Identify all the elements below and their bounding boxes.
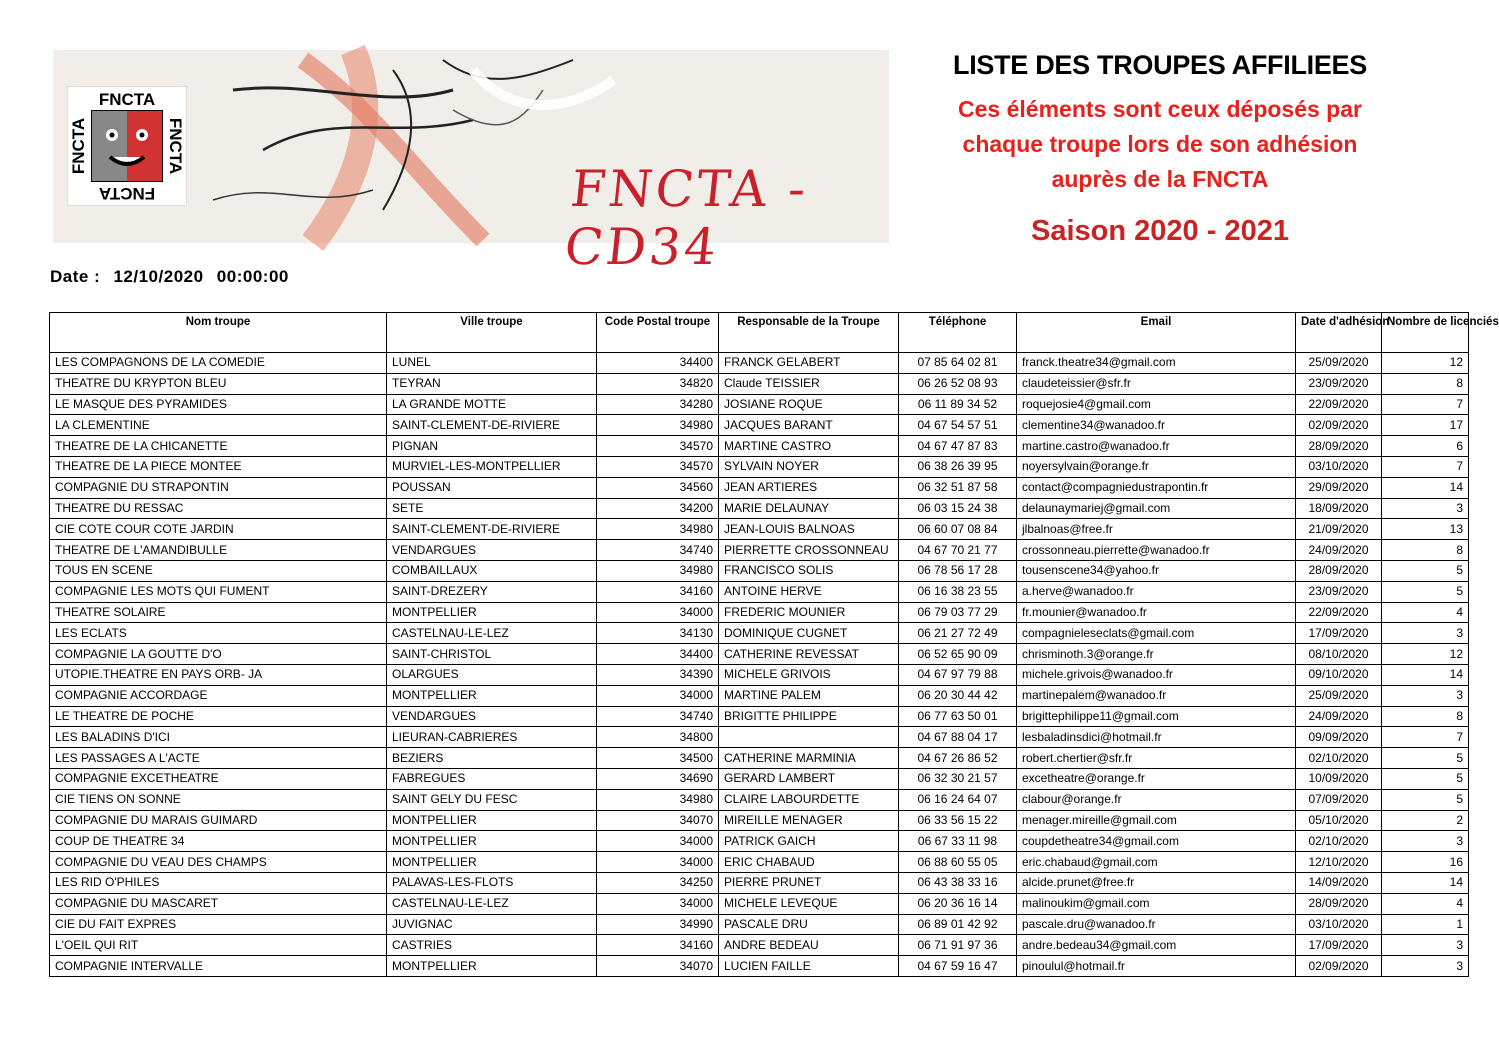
manager-name-cell: CLAIRE LABOURDETTE — [719, 789, 899, 810]
email-cell: compagnieleseclats@gmail.com — [1017, 623, 1296, 644]
email-cell: michele.grivois@wanadoo.fr — [1017, 664, 1296, 685]
email-cell: menager.mireille@gmail.com — [1017, 810, 1296, 831]
email-cell: claudeteissier@sfr.fr — [1017, 373, 1296, 394]
troupe-name-cell: COUP DE THEATRE 34 — [50, 831, 387, 852]
troupe-name-cell: COMPAGNIE LA GOUTTE D'O — [50, 644, 387, 665]
manager-name-cell: ERIC CHABAUD — [719, 852, 899, 873]
membership-date-cell: 05/10/2020 — [1296, 810, 1382, 831]
troupe-city-cell: MONTPELLIER — [387, 685, 597, 706]
postal-code-cell: 34250 — [597, 872, 719, 893]
col-ville-troupe-header: Ville troupe — [387, 313, 597, 353]
manager-name-cell: CATHERINE MARMINIA — [719, 748, 899, 769]
postal-code-cell: 34800 — [597, 727, 719, 748]
membership-date-cell: 21/09/2020 — [1296, 519, 1382, 540]
subtitle-line: chaque troupe lors de son adhésion — [962, 131, 1358, 157]
postal-code-cell: 34160 — [597, 581, 719, 602]
manager-name-cell: BRIGITTE PHILIPPE — [719, 706, 899, 727]
col-telephone-header: Téléphone — [899, 313, 1017, 353]
email-cell: robert.chertier@sfr.fr — [1017, 748, 1296, 769]
troupe-city-cell: COMBAILLAUX — [387, 560, 597, 581]
table-row — [50, 935, 1469, 956]
table-row — [50, 477, 1469, 498]
troupe-city-cell: PIGNAN — [387, 436, 597, 457]
col-email-header: Email — [1017, 313, 1296, 353]
membership-date-cell: 22/09/2020 — [1296, 394, 1382, 415]
banner-title: FNCTA - CD34 — [561, 160, 812, 276]
membership-date-cell: 07/09/2020 — [1296, 789, 1382, 810]
phone-cell: 06 03 15 24 38 — [899, 498, 1017, 519]
manager-name-cell: PIERRETTE CROSSONNEAU — [719, 540, 899, 561]
phone-cell: 06 26 52 08 93 — [899, 373, 1017, 394]
phone-cell: 04 67 70 21 77 — [899, 540, 1017, 561]
troupe-city-cell: MONTPELLIER — [387, 956, 597, 977]
email-cell: delaunaymariej@gmail.com — [1017, 498, 1296, 519]
table-row — [50, 602, 1469, 623]
email-cell: franck.theatre34@gmail.com — [1017, 353, 1296, 374]
member-count-cell: 14 — [1382, 664, 1469, 685]
troupe-name-cell: THEATRE DE LA PIECE MONTEE — [50, 456, 387, 477]
manager-name-cell: SYLVAIN NOYER — [719, 456, 899, 477]
email-cell: lesbaladinsdici@hotmail.fr — [1017, 727, 1296, 748]
table-row — [50, 664, 1469, 685]
troupe-city-cell: LUNEL — [387, 353, 597, 374]
membership-date-cell: 08/10/2020 — [1296, 644, 1382, 665]
email-cell: clementine34@wanadoo.fr — [1017, 415, 1296, 436]
email-cell: a.herve@wanadoo.fr — [1017, 581, 1296, 602]
table-row — [50, 436, 1469, 457]
postal-code-cell: 34000 — [597, 685, 719, 706]
member-count-cell: 3 — [1382, 956, 1469, 977]
troupe-city-cell: SAINT-CLEMENT-DE-RIVIERE — [387, 415, 597, 436]
membership-date-cell: 02/09/2020 — [1296, 415, 1382, 436]
manager-name-cell: Claude TEISSIER — [719, 373, 899, 394]
troupe-city-cell: CASTRIES — [387, 935, 597, 956]
troupe-name-cell: CIE TIENS ON SONNE — [50, 789, 387, 810]
manager-name-cell: CATHERINE REVESSAT — [719, 644, 899, 665]
email-cell: pascale.dru@wanadoo.fr — [1017, 914, 1296, 935]
membership-date-cell: 02/10/2020 — [1296, 831, 1382, 852]
manager-name-cell: MICHELE LEVEQUE — [719, 893, 899, 914]
troupe-city-cell: MONTPELLIER — [387, 810, 597, 831]
email-cell: excetheatre@orange.fr — [1017, 768, 1296, 789]
email-cell: malinoukim@gmail.com — [1017, 893, 1296, 914]
phone-cell: 04 67 97 79 88 — [899, 664, 1017, 685]
troupe-city-cell: SETE — [387, 498, 597, 519]
troupe-name-cell: LES PASSAGES A L'ACTE — [50, 748, 387, 769]
email-cell: contact@compagniedustrapontin.fr — [1017, 477, 1296, 498]
fncta-logo — [67, 86, 187, 206]
email-cell: andre.bedeau34@gmail.com — [1017, 935, 1296, 956]
manager-name-cell: MICHELE GRIVOIS — [719, 664, 899, 685]
phone-cell: 04 67 26 86 52 — [899, 748, 1017, 769]
manager-name-cell: GERARD LAMBERT — [719, 768, 899, 789]
table-row — [50, 581, 1469, 602]
membership-date-cell: 03/10/2020 — [1296, 456, 1382, 477]
manager-name-cell: JACQUES BARANT — [719, 415, 899, 436]
member-count-cell: 7 — [1382, 394, 1469, 415]
member-count-cell: 1 — [1382, 914, 1469, 935]
troupe-name-cell: THEATRE DE L'AMANDIBULLE — [50, 540, 387, 561]
member-count-cell: 8 — [1382, 540, 1469, 561]
troupe-name-cell: COMPAGNIE DU MARAIS GUIMARD — [50, 810, 387, 831]
troupe-city-cell: BEZIERS — [387, 748, 597, 769]
troupe-name-cell: TOUS EN SCENE — [50, 560, 387, 581]
membership-date-cell: 28/09/2020 — [1296, 436, 1382, 457]
membership-date-cell: 02/10/2020 — [1296, 748, 1382, 769]
manager-name-cell: JOSIANE ROQUE — [719, 394, 899, 415]
date-value: 12/10/2020 — [113, 267, 204, 286]
troupe-city-cell: CASTELNAU-LE-LEZ — [387, 623, 597, 644]
membership-date-cell: 23/09/2020 — [1296, 581, 1382, 602]
email-cell: crossonneau.pierrette@wanadoo.fr — [1017, 540, 1296, 561]
postal-code-cell: 34070 — [597, 810, 719, 831]
membership-date-cell: 24/09/2020 — [1296, 706, 1382, 727]
phone-cell: 06 38 26 39 95 — [899, 456, 1017, 477]
logo-text-left: FNCTA — [69, 117, 88, 175]
troupe-city-cell: MURVIEL-LES-MONTPELLIER — [387, 456, 597, 477]
membership-date-cell: 02/09/2020 — [1296, 956, 1382, 977]
header-banner — [53, 50, 889, 276]
troupe-city-cell: POUSSAN — [387, 477, 597, 498]
postal-code-cell: 34990 — [597, 914, 719, 935]
table-row — [50, 852, 1469, 873]
manager-name-cell: MARTINE PALEM — [719, 685, 899, 706]
member-count-cell: 16 — [1382, 852, 1469, 873]
manager-name-cell: JEAN ARTIERES — [719, 477, 899, 498]
phone-cell: 06 16 24 64 07 — [899, 789, 1017, 810]
postal-code-cell: 34280 — [597, 394, 719, 415]
postal-code-cell: 34570 — [597, 436, 719, 457]
table-row — [50, 623, 1469, 644]
troupe-name-cell: LES BALADINS D'ICI — [50, 727, 387, 748]
table-row — [50, 415, 1469, 436]
email-cell: jlbalnoas@free.fr — [1017, 519, 1296, 540]
postal-code-cell: 34390 — [597, 664, 719, 685]
member-count-cell: 3 — [1382, 623, 1469, 644]
membership-date-cell: 17/09/2020 — [1296, 935, 1382, 956]
postal-code-cell: 34400 — [597, 353, 719, 374]
table-row — [50, 519, 1469, 540]
table-row — [50, 706, 1469, 727]
manager-name-cell: FRANCK GELABERT — [719, 353, 899, 374]
postal-code-cell: 34740 — [597, 706, 719, 727]
postal-code-cell: 34980 — [597, 789, 719, 810]
postal-code-cell: 34400 — [597, 644, 719, 665]
postal-code-cell: 34160 — [597, 935, 719, 956]
membership-date-cell: 12/10/2020 — [1296, 852, 1382, 873]
member-count-cell: 5 — [1382, 581, 1469, 602]
manager-name-cell: ANDRE BEDEAU — [719, 935, 899, 956]
col-date-adhesion-header: Date d'adhésion — [1296, 313, 1382, 353]
logo-text-top: FNCTA — [98, 90, 156, 109]
table-row — [50, 768, 1469, 789]
membership-date-cell: 25/09/2020 — [1296, 685, 1382, 706]
troupe-name-cell: COMPAGNIE EXCETHEATRE — [50, 768, 387, 789]
email-cell: pinoulul@hotmail.fr — [1017, 956, 1296, 977]
postal-code-cell: 34000 — [597, 602, 719, 623]
troupe-name-cell: COMPAGNIE DU VEAU DES CHAMPS — [50, 852, 387, 873]
time-value: 00:00:00 — [216, 267, 289, 286]
postal-code-cell: 34690 — [597, 768, 719, 789]
membership-date-cell: 09/10/2020 — [1296, 664, 1382, 685]
troupe-city-cell: LIEURAN-CABRIERES — [387, 727, 597, 748]
troupe-name-cell: THEATRE DE LA CHICANETTE — [50, 436, 387, 457]
email-cell: noyersylvain@orange.fr — [1017, 456, 1296, 477]
phone-cell: 04 67 54 57 51 — [899, 415, 1017, 436]
manager-name-cell: PATRICK GAICH — [719, 831, 899, 852]
phone-cell: 06 16 38 23 55 — [899, 581, 1017, 602]
postal-code-cell: 34740 — [597, 540, 719, 561]
table-row — [50, 685, 1469, 706]
phone-cell: 06 77 63 50 01 — [899, 706, 1017, 727]
manager-name-cell: MARIE DELAUNAY — [719, 498, 899, 519]
troupe-name-cell: COMPAGNIE DU MASCARET — [50, 893, 387, 914]
member-count-cell: 4 — [1382, 602, 1469, 623]
troupe-name-cell: LE MASQUE DES PYRAMIDES — [50, 394, 387, 415]
table-row — [50, 914, 1469, 935]
postal-code-cell: 34200 — [597, 498, 719, 519]
phone-cell: 06 88 60 55 05 — [899, 852, 1017, 873]
manager-name-cell: FREDERIC MOUNIER — [719, 602, 899, 623]
table-row — [50, 872, 1469, 893]
subtitle — [900, 92, 1420, 197]
member-count-cell: 7 — [1382, 456, 1469, 477]
phone-cell: 06 89 01 42 92 — [899, 914, 1017, 935]
postal-code-cell: 34980 — [597, 519, 719, 540]
manager-name-cell: LUCIEN FAILLE — [719, 956, 899, 977]
troupe-name-cell: CIE DU FAIT EXPRES — [50, 914, 387, 935]
subtitle-line: Ces éléments sont ceux déposés par — [958, 96, 1362, 122]
phone-cell: 06 20 30 44 42 — [899, 685, 1017, 706]
troupe-name-cell: COMPAGNIE INTERVALLE — [50, 956, 387, 977]
troupe-city-cell: PALAVAS-LES-FLOTS — [387, 872, 597, 893]
phone-cell: 06 52 65 90 09 — [899, 644, 1017, 665]
date-label: Date : — [50, 267, 101, 286]
phone-cell: 06 21 27 72 49 — [899, 623, 1017, 644]
troupe-city-cell: MONTPELLIER — [387, 831, 597, 852]
membership-date-cell: 22/09/2020 — [1296, 602, 1382, 623]
troupe-city-cell: FABREGUES — [387, 768, 597, 789]
phone-cell: 06 33 56 15 22 — [899, 810, 1017, 831]
troupe-name-cell: LES RID O'PHILES — [50, 872, 387, 893]
col-nom-troupe-header: Nom troupe — [50, 313, 387, 353]
phone-cell: 06 20 36 16 14 — [899, 893, 1017, 914]
membership-date-cell: 29/09/2020 — [1296, 477, 1382, 498]
table-row — [50, 560, 1469, 581]
membership-date-cell: 09/09/2020 — [1296, 727, 1382, 748]
member-count-cell: 3 — [1382, 498, 1469, 519]
member-count-cell: 17 — [1382, 415, 1469, 436]
table-row — [50, 540, 1469, 561]
member-count-cell: 12 — [1382, 353, 1469, 374]
table-row — [50, 831, 1469, 852]
table-body — [50, 353, 1469, 977]
table-row — [50, 644, 1469, 665]
logo-text-right: FNCTA — [166, 117, 185, 175]
date-line — [50, 267, 297, 287]
postal-code-cell: 34560 — [597, 477, 719, 498]
postal-code-cell: 34070 — [597, 956, 719, 977]
table-row — [50, 810, 1469, 831]
table-header-row — [50, 313, 1469, 353]
phone-cell: 06 11 89 34 52 — [899, 394, 1017, 415]
table-row — [50, 353, 1469, 374]
member-count-cell: 5 — [1382, 789, 1469, 810]
table-row — [50, 748, 1469, 769]
phone-cell: 06 67 33 11 98 — [899, 831, 1017, 852]
troupe-city-cell: VENDARGUES — [387, 706, 597, 727]
member-count-cell: 5 — [1382, 560, 1469, 581]
email-cell: fr.mounier@wanadoo.fr — [1017, 602, 1296, 623]
member-count-cell: 8 — [1382, 706, 1469, 727]
membership-date-cell: 25/09/2020 — [1296, 353, 1382, 374]
membership-date-cell: 18/09/2020 — [1296, 498, 1382, 519]
troupe-name-cell: COMPAGNIE DU STRAPONTIN — [50, 477, 387, 498]
email-cell: clabour@orange.fr — [1017, 789, 1296, 810]
troupe-city-cell: LA GRANDE MOTTE — [387, 394, 597, 415]
postal-code-cell: 34980 — [597, 415, 719, 436]
troupe-name-cell: LA CLEMENTINE — [50, 415, 387, 436]
col-code-postal-header: Code Postal troupe — [597, 313, 719, 353]
membership-date-cell: 28/09/2020 — [1296, 560, 1382, 581]
email-cell: martine.castro@wanadoo.fr — [1017, 436, 1296, 457]
membership-date-cell: 10/09/2020 — [1296, 768, 1382, 789]
troupe-name-cell: UTOPIE.THEATRE EN PAYS ORB- JA — [50, 664, 387, 685]
manager-name-cell: FRANCISCO SOLIS — [719, 560, 899, 581]
email-cell: eric.chabaud@gmail.com — [1017, 852, 1296, 873]
postal-code-cell: 34980 — [597, 560, 719, 581]
phone-cell: 06 32 51 87 58 — [899, 477, 1017, 498]
manager-name-cell — [719, 727, 899, 748]
troupe-name-cell: LES ECLATS — [50, 623, 387, 644]
membership-date-cell: 14/09/2020 — [1296, 872, 1382, 893]
phone-cell: 04 67 88 04 17 — [899, 727, 1017, 748]
member-count-cell: 3 — [1382, 831, 1469, 852]
phone-cell: 06 78 56 17 28 — [899, 560, 1017, 581]
email-cell: roquejosie4@gmail.com — [1017, 394, 1296, 415]
troupe-city-cell: CASTELNAU-LE-LEZ — [387, 893, 597, 914]
table-row — [50, 789, 1469, 810]
postal-code-cell: 34570 — [597, 456, 719, 477]
manager-name-cell: DOMINIQUE CUGNET — [719, 623, 899, 644]
postal-code-cell: 34500 — [597, 748, 719, 769]
postal-code-cell: 34820 — [597, 373, 719, 394]
member-count-cell: 5 — [1382, 768, 1469, 789]
member-count-cell: 3 — [1382, 935, 1469, 956]
troupe-name-cell: THEATRE SOLAIRE — [50, 602, 387, 623]
page-title: LISTE DES TROUPES AFFILIEES — [953, 50, 1367, 80]
phone-cell: 07 85 64 02 81 — [899, 353, 1017, 374]
manager-name-cell: MARTINE CASTRO — [719, 436, 899, 457]
troupe-city-cell: SAINT-DREZERY — [387, 581, 597, 602]
email-cell: coupdetheatre34@gmail.com — [1017, 831, 1296, 852]
troupe-city-cell: MONTPELLIER — [387, 602, 597, 623]
logo-text-bottom: FNCTA — [98, 184, 156, 203]
member-count-cell: 14 — [1382, 477, 1469, 498]
member-count-cell: 7 — [1382, 727, 1469, 748]
email-cell: chrisminoth.3@orange.fr — [1017, 644, 1296, 665]
troupe-city-cell: SAINT-CHRISTOL — [387, 644, 597, 665]
col-responsable-header: Responsable de la Troupe — [719, 313, 899, 353]
phone-cell: 06 32 30 21 57 — [899, 768, 1017, 789]
troupes-table — [49, 312, 1499, 977]
phone-cell: 06 60 07 08 84 — [899, 519, 1017, 540]
col-nombre-licencies-header: Nombre de licenciés — [1382, 313, 1469, 353]
troupe-name-cell: L'OEIL QUI RIT — [50, 935, 387, 956]
troupe-name-cell: CIE COTE COUR COTE JARDIN — [50, 519, 387, 540]
phone-cell: 06 79 03 77 29 — [899, 602, 1017, 623]
membership-date-cell: 17/09/2020 — [1296, 623, 1382, 644]
membership-date-cell: 28/09/2020 — [1296, 893, 1382, 914]
troupe-city-cell: MONTPELLIER — [387, 852, 597, 873]
email-cell: alcide.prunet@free.fr — [1017, 872, 1296, 893]
manager-name-cell: ANTOINE HERVE — [719, 581, 899, 602]
member-count-cell: 4 — [1382, 893, 1469, 914]
member-count-cell: 2 — [1382, 810, 1469, 831]
manager-name-cell: MIREILLE MENAGER — [719, 810, 899, 831]
membership-date-cell: 03/10/2020 — [1296, 914, 1382, 935]
manager-name-cell: PIERRE PRUNET — [719, 872, 899, 893]
troupe-name-cell: COMPAGNIE ACCORDAGE — [50, 685, 387, 706]
member-count-cell: 12 — [1382, 644, 1469, 665]
postal-code-cell: 34000 — [597, 893, 719, 914]
postal-code-cell: 34000 — [597, 831, 719, 852]
phone-cell: 04 67 59 16 47 — [899, 956, 1017, 977]
table-row — [50, 727, 1469, 748]
troupe-city-cell: SAINT GELY DU FESC — [387, 789, 597, 810]
member-count-cell: 8 — [1382, 373, 1469, 394]
table-row — [50, 456, 1469, 477]
subtitle-line: auprès de la FNCTA — [1051, 166, 1269, 192]
membership-date-cell: 23/09/2020 — [1296, 373, 1382, 394]
phone-cell: 04 67 47 87 83 — [899, 436, 1017, 457]
troupe-city-cell: SAINT-CLEMENT-DE-RIVIERE — [387, 519, 597, 540]
season-label: Saison 2020 - 2021 — [1031, 215, 1289, 247]
troupe-name-cell: THEATRE DU RESSAC — [50, 498, 387, 519]
postal-code-cell: 34130 — [597, 623, 719, 644]
troupe-city-cell: JUVIGNAC — [387, 914, 597, 935]
troupe-name-cell: THEATRE DU KRYPTON BLEU — [50, 373, 387, 394]
troupe-name-cell: COMPAGNIE LES MOTS QUI FUMENT — [50, 581, 387, 602]
troupe-city-cell: OLARGUES — [387, 664, 597, 685]
email-cell: brigittephilippe11@gmail.com — [1017, 706, 1296, 727]
manager-name-cell: PASCALE DRU — [719, 914, 899, 935]
member-count-cell: 6 — [1382, 436, 1469, 457]
member-count-cell: 14 — [1382, 872, 1469, 893]
phone-cell: 06 43 38 33 16 — [899, 872, 1017, 893]
table-row — [50, 373, 1469, 394]
table-row — [50, 956, 1469, 977]
email-cell: martinepalem@wanadoo.fr — [1017, 685, 1296, 706]
member-count-cell: 5 — [1382, 748, 1469, 769]
manager-name-cell: JEAN-LOUIS BALNOAS — [719, 519, 899, 540]
membership-date-cell: 24/09/2020 — [1296, 540, 1382, 561]
email-cell: tousenscene34@yahoo.fr — [1017, 560, 1296, 581]
postal-code-cell: 34000 — [597, 852, 719, 873]
table-row — [50, 394, 1469, 415]
troupe-name-cell: LE THEATRE DE POCHE — [50, 706, 387, 727]
table-row — [50, 498, 1469, 519]
member-count-cell: 13 — [1382, 519, 1469, 540]
troupe-city-cell: TEYRAN — [387, 373, 597, 394]
member-count-cell: 3 — [1382, 685, 1469, 706]
table-row — [50, 893, 1469, 914]
troupe-name-cell: LES COMPAGNONS DE LA COMEDIE — [50, 353, 387, 374]
troupe-city-cell: VENDARGUES — [387, 540, 597, 561]
phone-cell: 06 71 91 97 36 — [899, 935, 1017, 956]
